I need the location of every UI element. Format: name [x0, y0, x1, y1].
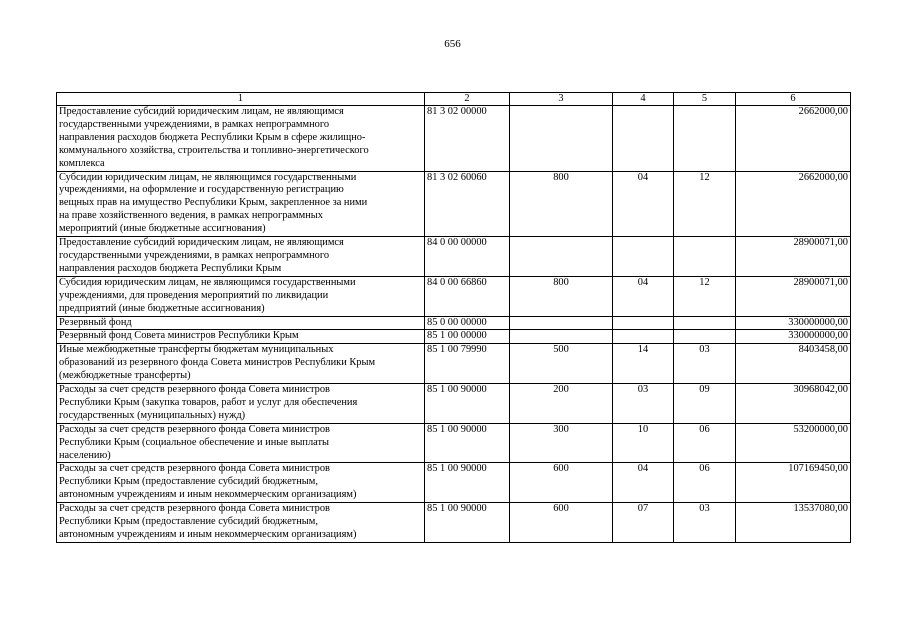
- description-line: населению): [59, 449, 111, 461]
- table-row: [57, 344, 851, 384]
- row-description: [57, 237, 425, 277]
- row-amount: 13537080,00: [736, 503, 851, 543]
- row-subsection: [674, 330, 736, 344]
- row-target-code: 85 1 00 00000: [425, 330, 510, 344]
- row-description: [57, 344, 425, 384]
- description-line: Расходы за счет средств резервного фонда Совета министров: [59, 463, 330, 475]
- row-description: [57, 316, 425, 330]
- description-line: направления расходов бюджета Республики Крым: [59, 262, 282, 274]
- row-expense-type: 500: [510, 344, 613, 384]
- description-line: образований из резервного фонда Совета министров Республики Крым: [59, 357, 376, 369]
- table-row: [57, 276, 851, 316]
- budget-table-body: [57, 93, 851, 543]
- table-row: [57, 237, 851, 277]
- row-subsection: 06: [674, 423, 736, 463]
- row-target-code: 85 1 00 79990: [425, 344, 510, 384]
- row-subsection: 03: [674, 503, 736, 543]
- description-line: государственными учреждениями, в рамках непрограммного: [59, 249, 330, 261]
- row-description: [57, 384, 425, 424]
- row-amount: 30968042,00: [736, 384, 851, 424]
- header-col-3: 3: [510, 93, 613, 106]
- row-subsection: [674, 237, 736, 277]
- description-line: Резервный фонд: [59, 316, 132, 328]
- header-col-5: 5: [674, 93, 736, 106]
- table-row: [57, 423, 851, 463]
- description-line: Республики Крым (предоставление субсидий бюджетным,: [59, 476, 318, 488]
- row-subsection: 12: [674, 171, 736, 237]
- row-target-code: 84 0 00 66860: [425, 276, 510, 316]
- row-target-code: 85 1 00 90000: [425, 384, 510, 424]
- row-section: 04: [613, 463, 674, 503]
- description-line: направления расходов бюджета Республики Крым в сфере жилищно-: [59, 131, 366, 143]
- description-line: Расходы за счет средств резервного фонда Совета министров: [59, 384, 330, 396]
- row-amount: 330000000,00: [736, 316, 851, 330]
- row-amount: 28900071,00: [736, 276, 851, 316]
- row-expense-type: 600: [510, 503, 613, 543]
- description-line: учреждениями, на оформление и государственную регистрацию: [59, 184, 344, 196]
- table-row: [57, 463, 851, 503]
- page-number: 656: [444, 38, 461, 50]
- row-description: [57, 106, 425, 172]
- row-expense-type: 300: [510, 423, 613, 463]
- description-line: коммунального хозяйства, строительства и топливно-энергетического: [59, 144, 369, 156]
- row-description: [57, 503, 425, 543]
- row-section: [613, 106, 674, 172]
- description-line: учреждениями, для проведения мероприятий по ликвидации: [59, 289, 329, 301]
- row-target-code: 81 3 02 60060: [425, 171, 510, 237]
- description-line: Предоставление субсидий юридическим лицам, не являющимся: [59, 106, 344, 117]
- row-description: [57, 463, 425, 503]
- description-line: Республики Крым (предоставление субсидий бюджетным,: [59, 516, 318, 528]
- description-line: Расходы за счет средств резервного фонда Совета министров: [59, 503, 330, 515]
- description-line: государственными учреждениями, в рамках непрограммного: [59, 118, 330, 130]
- row-section: 07: [613, 503, 674, 543]
- row-target-code: 85 1 00 90000: [425, 423, 510, 463]
- table-row: [57, 171, 851, 237]
- row-section: [613, 237, 674, 277]
- description-line: Иные межбюджетные трансферты бюджетам муниципальных: [59, 344, 334, 356]
- row-expense-type: [510, 330, 613, 344]
- budget-table: [56, 92, 851, 543]
- row-section: [613, 316, 674, 330]
- row-target-code: 85 1 00 90000: [425, 503, 510, 543]
- row-section: 04: [613, 276, 674, 316]
- description-line: предприятий (иные бюджетные ассигнования): [59, 302, 265, 314]
- description-line: государственных (муниципальных) нужд): [59, 409, 246, 421]
- row-subsection: 09: [674, 384, 736, 424]
- row-amount: 53200000,00: [736, 423, 851, 463]
- row-section: 03: [613, 384, 674, 424]
- description-line: (межбюджетные трансферты): [59, 370, 191, 382]
- description-line: Субсидия юридическим лицам, не являющимся государственными: [59, 276, 356, 288]
- header-col-4: 4: [613, 93, 674, 106]
- row-expense-type: [510, 106, 613, 172]
- row-expense-type: 800: [510, 171, 613, 237]
- row-subsection: [674, 106, 736, 172]
- description-line: автономным учреждениям и иным некоммерческим организациям): [59, 529, 357, 540]
- row-section: 10: [613, 423, 674, 463]
- row-target-code: 85 1 00 90000: [425, 463, 510, 503]
- description-line: Расходы за счет средств резервного фонда Совета министров: [59, 423, 330, 435]
- row-expense-type: [510, 237, 613, 277]
- description-line: на праве хозяйственного ведения, в рамках непрограммных: [59, 210, 323, 222]
- table-header-row: [57, 93, 851, 106]
- table-row: [57, 106, 851, 172]
- table-row: [57, 330, 851, 344]
- row-expense-type: [510, 316, 613, 330]
- description-line: Резервный фонд Совета министров Республики Крым: [59, 330, 299, 342]
- description-line: мероприятий (иные бюджетные ассигнования): [59, 223, 266, 235]
- row-subsection: 06: [674, 463, 736, 503]
- row-description: [57, 276, 425, 316]
- row-amount: 8403458,00: [736, 344, 851, 384]
- row-amount: 2662000,00: [736, 106, 851, 172]
- description-line: автономным учреждениям и иным некоммерческим организациям): [59, 489, 357, 501]
- header-col-6: 6: [736, 93, 851, 106]
- row-expense-type: 200: [510, 384, 613, 424]
- table-row: [57, 503, 851, 543]
- table-row: [57, 384, 851, 424]
- row-section: 14: [613, 344, 674, 384]
- row-description: [57, 171, 425, 237]
- header-col-1: 1: [57, 93, 425, 106]
- row-amount: 107169450,00: [736, 463, 851, 503]
- row-subsection: [674, 316, 736, 330]
- row-target-code: 84 0 00 00000: [425, 237, 510, 277]
- description-line: Республики Крым (социальное обеспечение и иные выплаты: [59, 436, 329, 448]
- table-row: [57, 316, 851, 330]
- row-subsection: 03: [674, 344, 736, 384]
- description-line: вещных прав на имущество Республики Крым, закрепленное за ними: [59, 197, 368, 209]
- row-expense-type: 600: [510, 463, 613, 503]
- row-subsection: 12: [674, 276, 736, 316]
- row-target-code: 81 3 02 00000: [425, 106, 510, 172]
- row-description: [57, 423, 425, 463]
- description-line: комплекса: [59, 157, 105, 169]
- row-section: 04: [613, 171, 674, 237]
- row-section: [613, 330, 674, 344]
- row-description: [57, 330, 425, 344]
- row-amount: 330000000,00: [736, 330, 851, 344]
- description-line: Предоставление субсидий юридическим лицам, не являющимся: [59, 237, 344, 249]
- row-target-code: 85 0 00 00000: [425, 316, 510, 330]
- row-expense-type: 800: [510, 276, 613, 316]
- description-line: Республики Крым (закупка товаров, работ и услуг для обеспечения: [59, 396, 358, 408]
- description-line: Субсидии юридическим лицам, не являющимся государственными: [59, 171, 357, 183]
- header-col-2: 2: [425, 93, 510, 106]
- row-amount: 2662000,00: [736, 171, 851, 237]
- row-amount: 28900071,00: [736, 237, 851, 277]
